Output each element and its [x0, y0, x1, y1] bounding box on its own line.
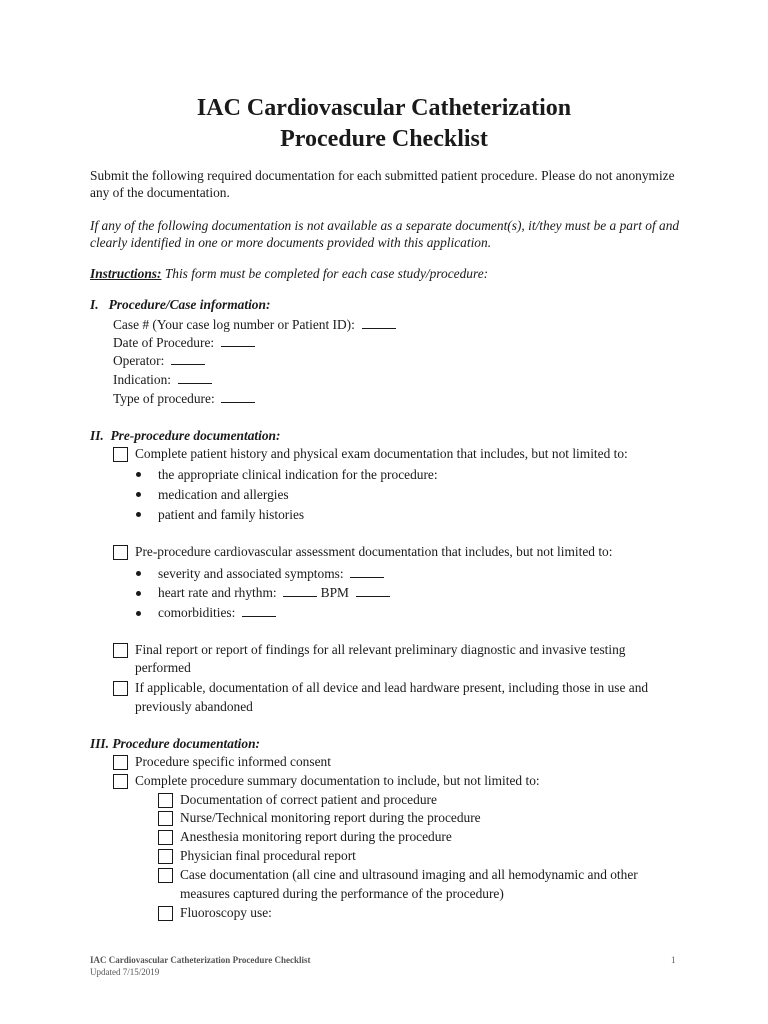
- bullet-medication: medication and allergies: [158, 487, 289, 502]
- bullet-dot: [136, 472, 141, 477]
- item-device-hardware-line2: previously abandoned: [135, 699, 253, 714]
- checkbox-nurse-monitoring[interactable]: [158, 811, 173, 826]
- item-cardio-assessment: Pre-procedure cardiovascular assessment documentation that includes, but not limited to:: [135, 544, 613, 559]
- footer-page-number: 1: [671, 955, 676, 965]
- field-date-label: Date of Procedure:: [113, 335, 215, 350]
- operator-blank[interactable]: [171, 353, 205, 365]
- checkbox-fluoroscopy[interactable]: [158, 906, 173, 921]
- heart-rate-label: heart rate and rhythm:: [158, 585, 277, 600]
- checkbox-device-hardware[interactable]: [113, 681, 128, 696]
- bullet-dot: [136, 591, 141, 596]
- checkbox-procedure-summary[interactable]: [113, 774, 128, 789]
- item-history-physical: Complete patient history and physical exam documentation that includes, but not limited to:: [135, 446, 628, 461]
- item-final-report-line2: performed: [135, 660, 191, 675]
- field-operator-label: Operator:: [113, 353, 165, 368]
- bullet-dot: [136, 571, 141, 576]
- intro-paragraph: Submit the following required documentation for each submitted patient procedure. Please do not anonymize any of the documentation.: [90, 168, 675, 200]
- field-date: [113, 334, 255, 352]
- sub-nurse-monitoring: Nurse/Technical monitoring report during the procedure: [180, 810, 481, 825]
- footer-title-text: IAC Cardiovascular Catheterization Procedure Checklist: [90, 955, 311, 965]
- sub-anesthesia-monitoring: Anesthesia monitoring report during the procedure: [180, 829, 452, 844]
- instructions-paragraph: [90, 265, 680, 282]
- item-informed-consent: Procedure specific informed consent: [135, 754, 331, 769]
- bullet-dot: [136, 611, 141, 616]
- field-indication: [113, 371, 212, 389]
- bullet-dot: [136, 512, 141, 517]
- instructions-text: This form must be completed for each case study/procedure:: [164, 266, 489, 281]
- sub-case-documentation-line2: measures captured during the performance of the procedure): [180, 886, 504, 901]
- sub-correct-patient: Documentation of correct patient and procedure: [180, 792, 437, 807]
- footer-updated: Updated 7/15/2019: [90, 967, 160, 977]
- section1-heading: I. Procedure/Case information:: [90, 297, 271, 312]
- instructions-label: Instructions:: [90, 266, 162, 281]
- item-procedure-summary: Complete procedure summary documentation to include, but not limited to:: [135, 773, 540, 788]
- case-number-blank[interactable]: [362, 317, 396, 329]
- checkbox-anesthesia-monitoring[interactable]: [158, 830, 173, 845]
- checkbox-correct-patient[interactable]: [158, 793, 173, 808]
- field-indication-label: Indication:: [113, 372, 172, 387]
- checkbox-final-report[interactable]: [113, 643, 128, 658]
- checkbox-case-documentation[interactable]: [158, 868, 173, 883]
- bullet-family-histories: patient and family histories: [158, 507, 305, 522]
- section2-heading: II. Pre-procedure documentation:: [90, 428, 281, 443]
- document-title-line1: IAC Cardiovascular Catheterization: [196, 95, 572, 121]
- footer-title: [90, 954, 310, 966]
- bullet-comorbidities: [158, 604, 276, 622]
- symptoms-label: severity and associated symptoms:: [158, 566, 344, 581]
- sub-physician-report: Physician final procedural report: [180, 848, 356, 863]
- sub-fluoroscopy: Fluoroscopy use:: [180, 905, 272, 920]
- note-paragraph: If any of the following documentation is not available as a separate document(s), it/they must be a part of and clearly identified in one or more documents provided with this application.: [90, 218, 680, 250]
- heart-rate-blank[interactable]: [283, 585, 317, 597]
- rhythm-blank[interactable]: [356, 585, 390, 597]
- checkbox-informed-consent[interactable]: [113, 755, 128, 770]
- document-title-line2: Procedure Checklist: [280, 126, 488, 152]
- field-type-label: Type of procedure:: [113, 391, 215, 406]
- field-case-number-label: Case # (Your case log number or Patient ID):: [113, 317, 355, 332]
- section3-heading: III. Procedure documentation:: [90, 736, 260, 751]
- field-case-number: [113, 316, 396, 334]
- checkbox-cardio-assessment[interactable]: [113, 545, 128, 560]
- symptoms-blank[interactable]: [350, 566, 384, 578]
- date-blank[interactable]: [221, 335, 255, 347]
- bullet-dot: [136, 492, 141, 497]
- comorbidities-label: comorbidities:: [158, 605, 236, 620]
- field-type: [113, 390, 255, 408]
- field-operator: [113, 352, 205, 370]
- item-final-report-line1: Final report or report of findings for all relevant preliminary diagnostic and invasive testing: [135, 642, 626, 657]
- item-device-hardware-line1: If applicable, documentation of all device and lead hardware present, including those in use and: [135, 680, 649, 695]
- bullet-heart-rate: [158, 584, 390, 602]
- sub-case-documentation-line1: Case documentation (all cine and ultrasound imaging and all hemodynamic and other: [180, 867, 638, 882]
- indication-blank[interactable]: [178, 372, 212, 384]
- bpm-label: BPM: [320, 585, 349, 600]
- type-blank[interactable]: [221, 391, 255, 403]
- comorbidities-blank[interactable]: [242, 605, 276, 617]
- checkbox-history-physical[interactable]: [113, 447, 128, 462]
- bullet-symptoms: [158, 565, 384, 583]
- bullet-clinical-indication: the appropriate clinical indication for the procedure:: [158, 467, 438, 482]
- checkbox-physician-report[interactable]: [158, 849, 173, 864]
